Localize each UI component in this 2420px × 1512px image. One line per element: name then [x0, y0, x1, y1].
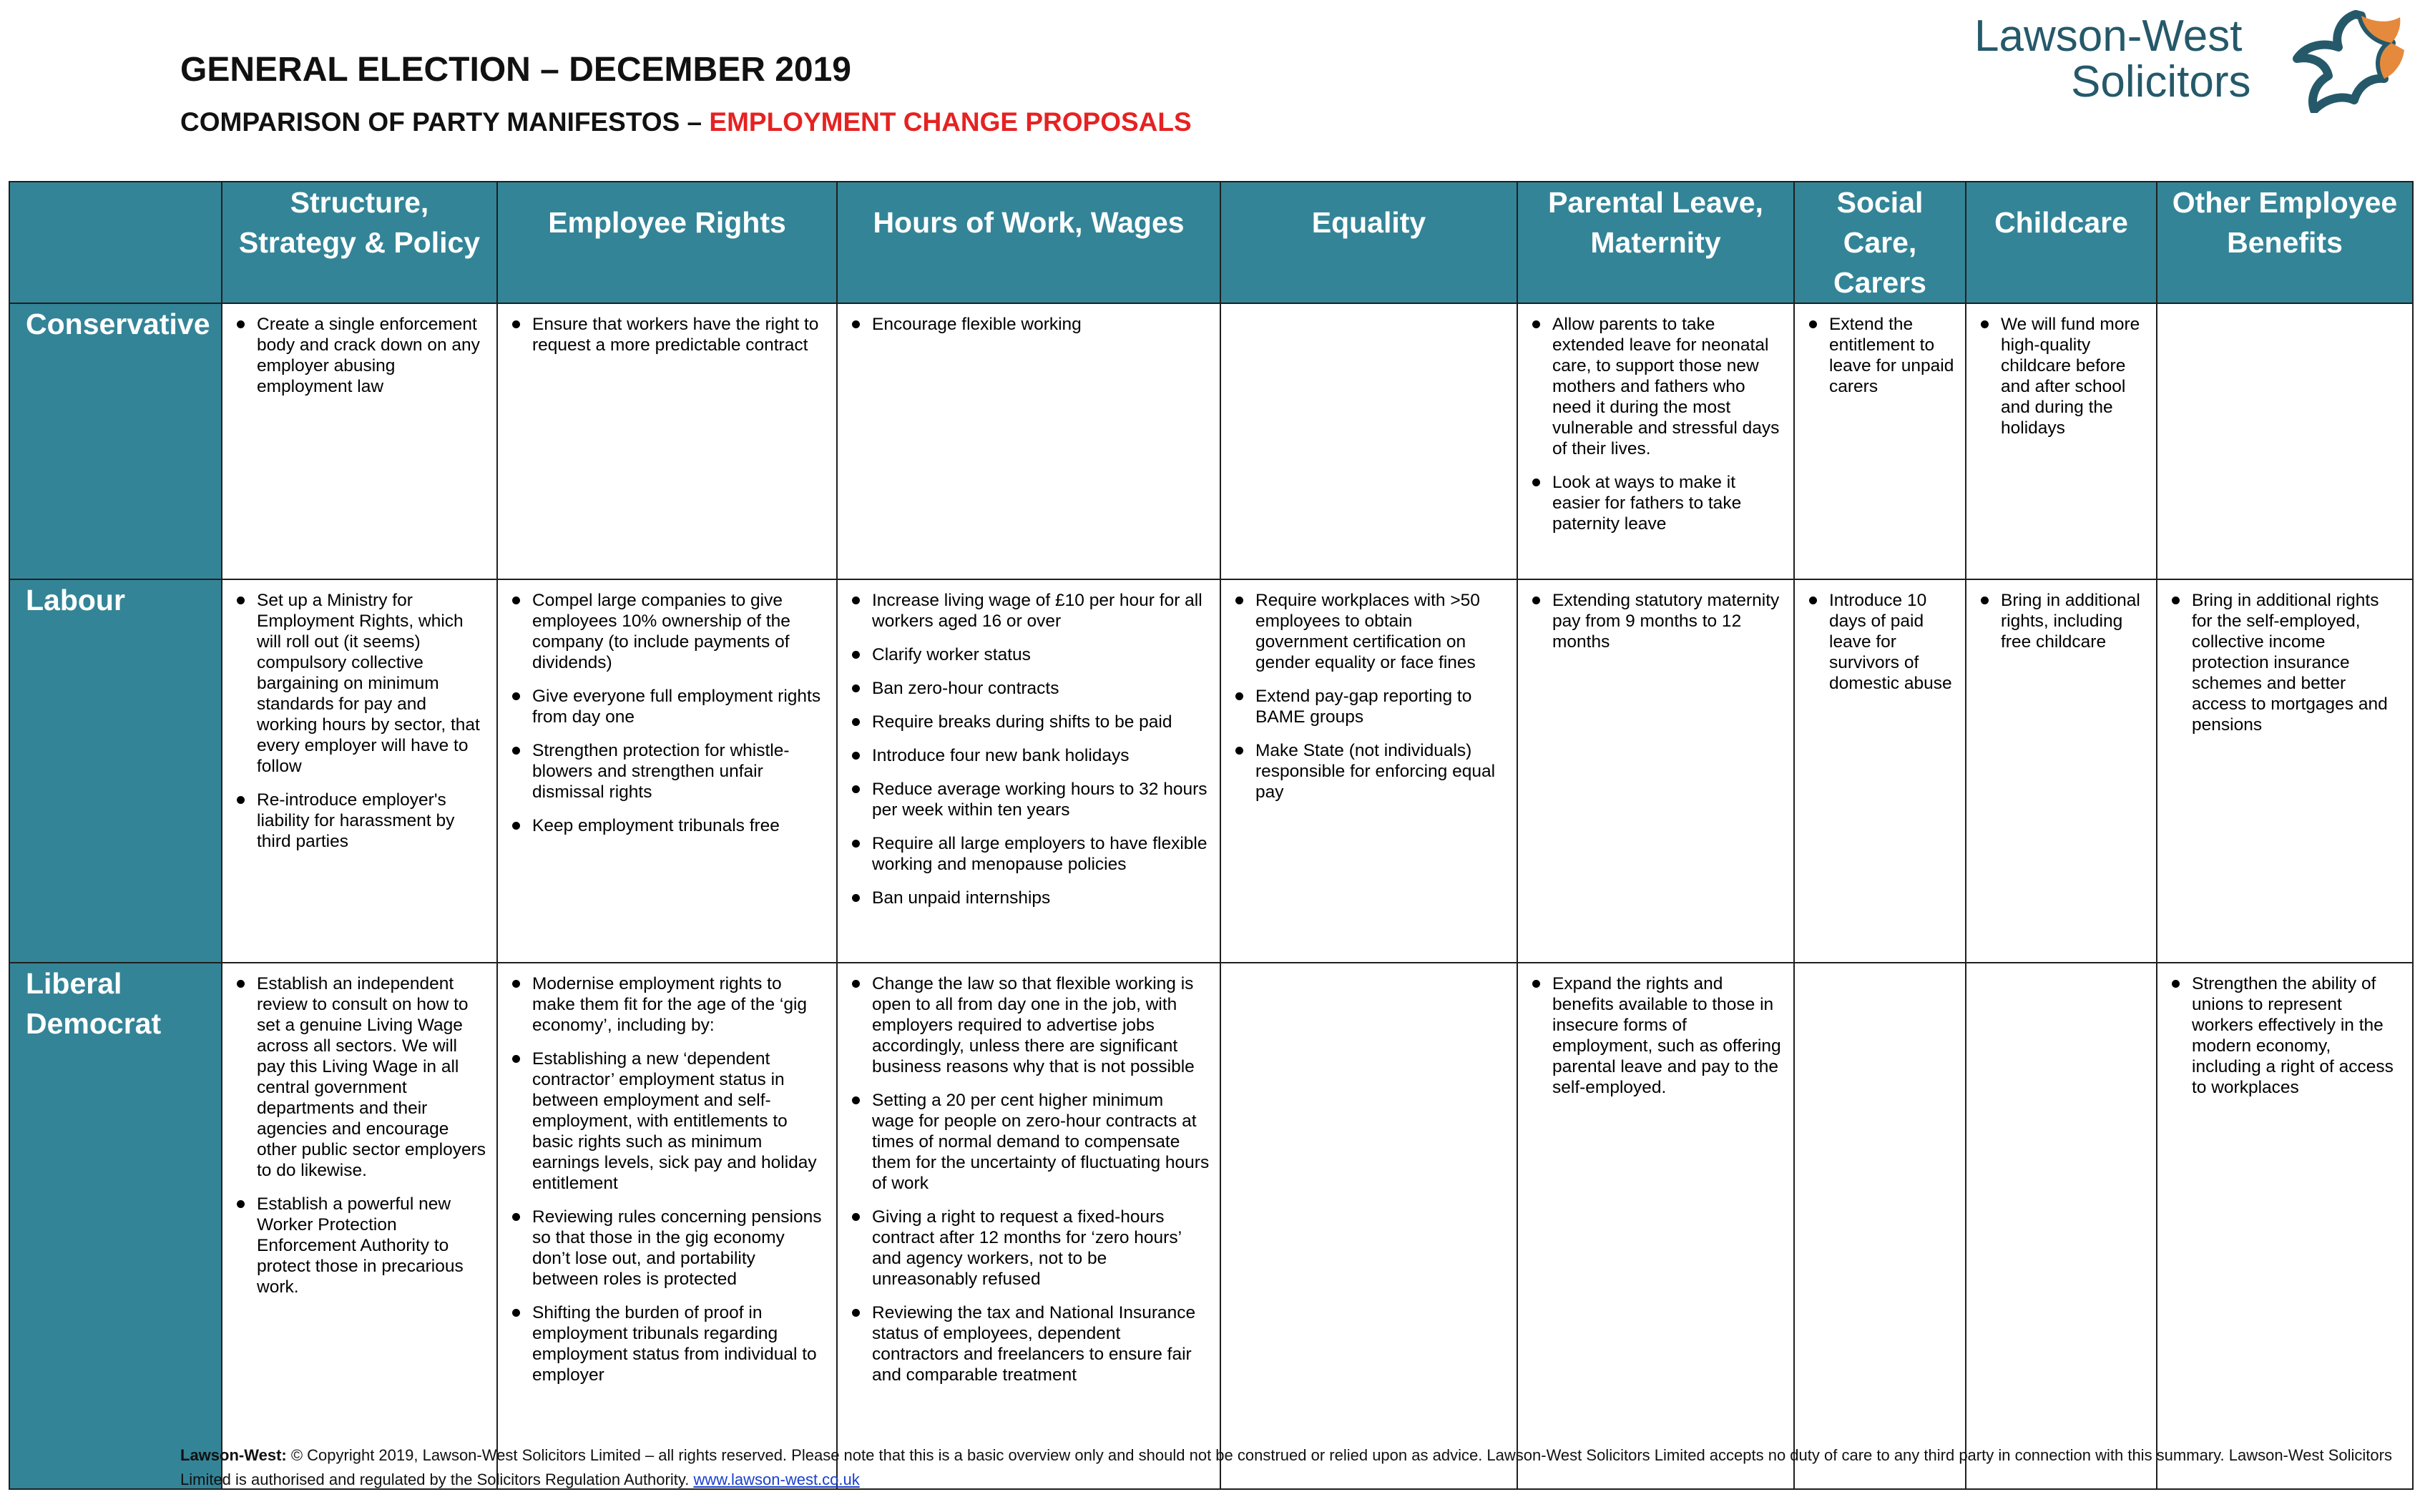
proposal-cell — [837, 579, 1220, 963]
proposal-item: Bring in additional rights for the self-employed, collective income protection insurance schemes and better access to mortgages and pensions — [2166, 590, 2402, 735]
proposal-item: Strengthen the ability of unions to represent workers effectively in the modern economy, including a right of access to workplaces — [2166, 973, 2402, 1098]
proposal-item: Setting a 20 per cent higher minimum wage for people on zero-hour contracts at times of normal demand to compensate them for the uncertainty of fluctuating hours of work — [846, 1090, 1210, 1194]
proposal-item: We will fund more high-quality childcare before and after school and during the holidays — [1975, 314, 2146, 438]
page-title: GENERAL ELECTION – DECEMBER 2019 — [180, 51, 851, 89]
comparison-table — [9, 181, 2414, 1490]
column-header: Parental Leave, Maternity — [1517, 182, 1794, 303]
proposal-cell — [2157, 963, 2413, 1489]
proposal-item: Look at ways to make it easier for fathers to take paternity leave — [1527, 472, 1783, 534]
proposal-list — [1527, 314, 1783, 534]
proposal-cell — [1517, 963, 1794, 1489]
proposal-cell — [1794, 303, 1966, 579]
proposal-list — [1803, 314, 1955, 397]
proposal-cell — [1966, 963, 2157, 1489]
proposal-item: Compel large companies to give employees 10% ownership of the company (to include payments of dividends) — [506, 590, 826, 673]
proposal-item: Modernise employment rights to make them fit for the age of the ‘gig economy’, including by: — [506, 973, 826, 1036]
proposal-item: Introduce 10 days of paid leave for survivors of domestic abuse — [1803, 590, 1955, 694]
logo-line-2: Solicitors — [2071, 57, 2251, 107]
proposal-item: Establish a powerful new Worker Protection Enforcement Authority to protect those in precarious work. — [231, 1194, 486, 1297]
proposal-cell — [1517, 579, 1794, 963]
proposal-item: Shifting the burden of proof in employment tribunals regarding employment status from individual to employer — [506, 1302, 826, 1385]
proposal-item: Ban unpaid internships — [846, 888, 1210, 908]
header-corner — [9, 182, 222, 303]
column-header: Hours of Work, Wages — [837, 182, 1220, 303]
proposal-list — [1527, 590, 1783, 652]
party-row — [9, 579, 2413, 963]
proposal-item: Bring in additional rights, including free childcare — [1975, 590, 2146, 652]
proposal-list — [846, 314, 1210, 335]
proposal-item: Reduce average working hours to 32 hours per week within ten years — [846, 779, 1210, 820]
proposal-item: Ensure that workers have the right to request a more predictable contract — [506, 314, 826, 355]
proposal-cell — [497, 963, 837, 1489]
proposal-list — [506, 590, 826, 836]
column-header: Childcare — [1966, 182, 2157, 303]
proposal-cell — [222, 303, 497, 579]
proposal-cell — [497, 579, 837, 963]
footer-disclaimer — [180, 1443, 2398, 1492]
column-header: Other Employee Benefits — [2157, 182, 2413, 303]
proposal-cell — [837, 963, 1220, 1489]
proposal-item: Ban zero-hour contracts — [846, 678, 1210, 699]
party-name: Labour — [9, 579, 222, 963]
proposal-item: Keep employment tribunals free — [506, 815, 826, 836]
column-header: Employee Rights — [497, 182, 837, 303]
proposal-cell — [2157, 303, 2413, 579]
proposal-item: Re-introduce employer's liability for harassment by third parties — [231, 790, 486, 852]
proposal-list — [846, 590, 1210, 908]
column-header: Social Care, Carers — [1794, 182, 1966, 303]
proposal-cell — [497, 303, 837, 579]
proposal-list — [846, 973, 1210, 1385]
header-row — [9, 182, 2413, 303]
proposal-item: Establish an independent review to consult on how to set a genuine Living Wage across all sectors. We will pay this Living Wage in all central government departments and their agencies and encourage other public sector employers to do likewise. — [231, 973, 486, 1181]
proposal-list — [2166, 590, 2402, 735]
proposal-list — [1975, 590, 2146, 652]
proposal-item: Require breaks during shifts to be paid — [846, 712, 1210, 732]
proposal-cell — [2157, 579, 2413, 963]
proposal-list — [2166, 973, 2402, 1098]
proposal-item: Extend the entitlement to leave for unpaid carers — [1803, 314, 1955, 397]
proposal-list — [1803, 590, 1955, 694]
proposal-cell — [1517, 303, 1794, 579]
proposal-item: Reviewing rules concerning pensions so that those in the gig economy don’t lose out, and portability between roles is protected — [506, 1207, 826, 1290]
footer-website-link[interactable]: www.lawson-west.co.uk — [693, 1471, 860, 1488]
column-header: Structure, Strategy & Policy — [222, 182, 497, 303]
proposal-cell — [1220, 963, 1517, 1489]
proposal-item: Require workplaces with >50 employees to obtain government certification on gender equality or face fines — [1230, 590, 1507, 673]
proposal-item: Change the law so that flexible working is open to all from day one in the job, with employers required to advertise jobs accordingly, unless there are significant business reasons why that is not possible — [846, 973, 1210, 1077]
proposal-list — [506, 973, 826, 1385]
proposal-list — [231, 973, 486, 1297]
proposal-item: Extending statutory maternity pay from 9 months to 12 months — [1527, 590, 1783, 652]
proposal-item: Establishing a new ‘dependent contractor’ employment status in between employment and self-employment, with entitlements to basic rights such as minimum earnings levels, sick pay and holiday entitlement — [506, 1049, 826, 1194]
footer-label: Lawson-West: — [180, 1446, 287, 1464]
column-header: Equality — [1220, 182, 1517, 303]
proposal-item: Give everyone full employment rights from day one — [506, 686, 826, 727]
proposal-cell — [1794, 579, 1966, 963]
proposal-item: Require all large employers to have flexible working and menopause policies — [846, 833, 1210, 875]
proposal-cell — [222, 963, 497, 1489]
proposal-cell — [1794, 963, 1966, 1489]
proposal-cell — [222, 579, 497, 963]
proposal-item: Extend pay-gap reporting to BAME groups — [1230, 686, 1507, 727]
subtitle-prefix: COMPARISON OF PARTY MANIFESTOS – — [180, 107, 710, 137]
proposal-item: Reviewing the tax and National Insurance status of employees, dependent contractors and freelancers to ensure fair and comparable treatment — [846, 1302, 1210, 1385]
proposal-cell — [1220, 579, 1517, 963]
proposal-list — [1230, 590, 1507, 802]
proposal-cell — [837, 303, 1220, 579]
subtitle-highlight: EMPLOYMENT CHANGE PROPOSALS — [709, 107, 1192, 137]
party-row — [9, 963, 2413, 1489]
proposal-list — [1975, 314, 2146, 438]
proposal-list — [506, 314, 826, 355]
proposal-item: Encourage flexible working — [846, 314, 1210, 335]
proposal-item: Expand the rights and benefits available to those in insecure forms of employment, such as offering parental leave and pay to the self-employed. — [1527, 973, 1783, 1098]
proposal-item: Create a single enforcement body and crack down on any employer abusing employment law — [231, 314, 486, 397]
party-row — [9, 303, 2413, 579]
proposal-item: Increase living wage of £10 per hour for all workers aged 16 or over — [846, 590, 1210, 632]
proposal-item: Introduce four new bank holidays — [846, 745, 1210, 766]
footer-text: © Copyright 2019, Lawson-West Solicitors Limited – all rights reserved. Please note that this is a basic overview only and should not be construed or relied upon as advice. Lawson-West Solicitors Limited accepts no duty of care to any third party in connection with this summary. Lawson-West Solicitors Limited is authorised and regulated by the Solicitors Regulation Authority. — [180, 1446, 2392, 1488]
proposal-cell — [1220, 303, 1517, 579]
proposal-item: Clarify worker status — [846, 644, 1210, 665]
proposal-list — [231, 590, 486, 852]
logo-line-1: Lawson-West — [1974, 11, 2243, 61]
party-name: Conservative — [9, 303, 222, 579]
proposal-list — [1527, 973, 1783, 1098]
page-subtitle — [180, 107, 1192, 137]
proposal-item: Set up a Ministry for Employment Rights, which will roll out (it seems) compulsory collective bargaining on minimum standards for pay and working hours by sector, that every employer will have to follow — [231, 590, 486, 777]
proposal-item: Make State (not individuals) responsible for enforcing equal pay — [1230, 740, 1507, 802]
proposal-item: Giving a right to request a fixed-hours contract after 12 months for ‘zero hours’ and agency workers, not to be unreasonably refused — [846, 1207, 1210, 1290]
party-name: Liberal Democrat — [9, 963, 222, 1489]
proposal-list — [231, 314, 486, 397]
proposal-cell — [1966, 579, 2157, 963]
proposal-cell — [1966, 303, 2157, 579]
star-logo-icon — [2287, 6, 2409, 113]
company-logo — [1964, 6, 2407, 113]
proposal-item: Allow parents to take extended leave for neonatal care, to support those new mothers and fathers who need it during the most vulnerable and stressful days of their lives. — [1527, 314, 1783, 459]
proposal-item: Strengthen protection for whistle-blowers and strengthen unfair dismissal rights — [506, 740, 826, 802]
